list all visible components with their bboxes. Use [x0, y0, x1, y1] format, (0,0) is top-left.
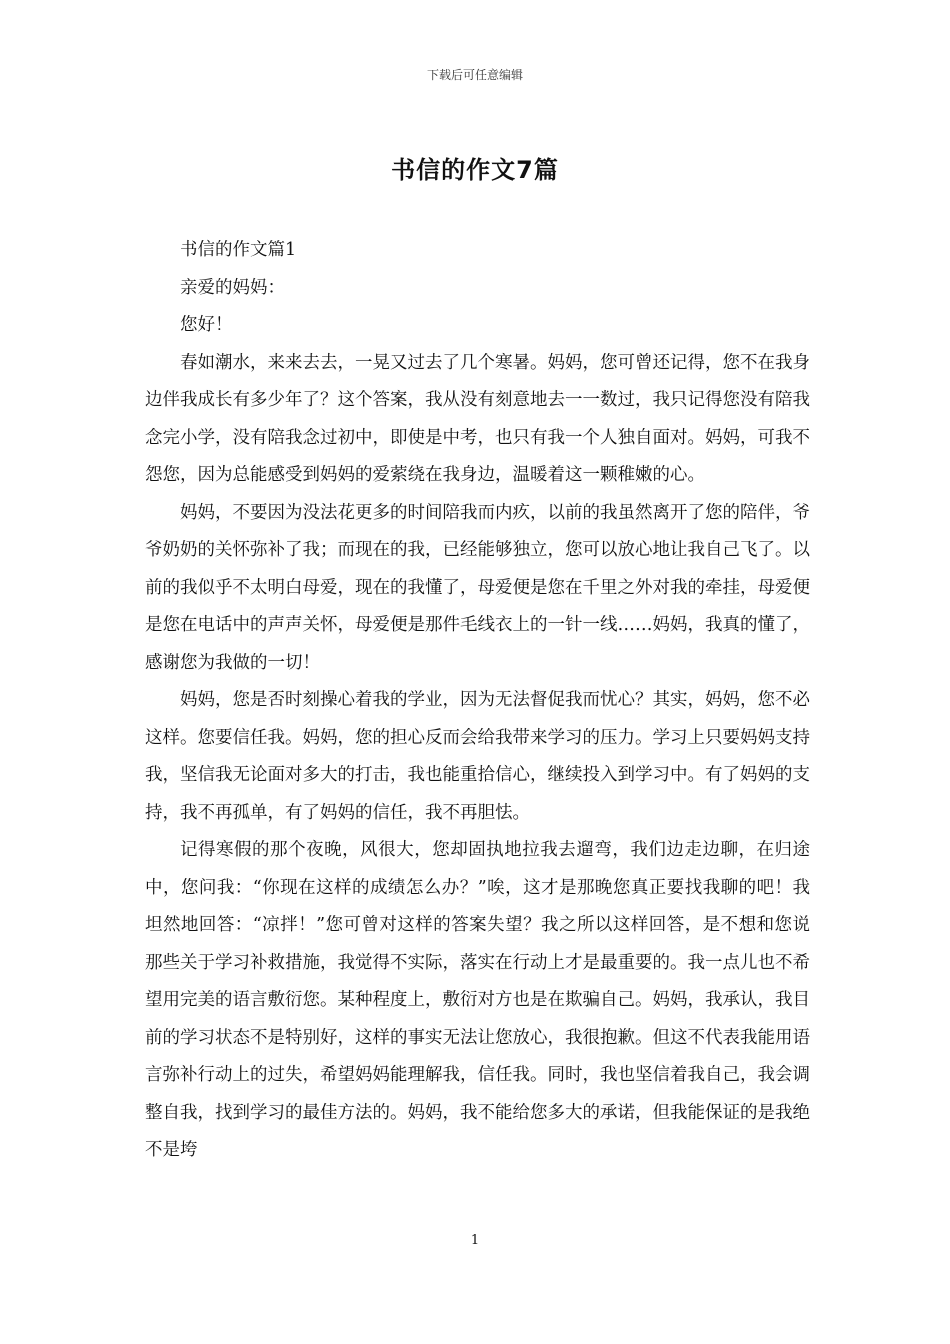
paragraph: 妈妈，不要因为没法花更多的时间陪我而内疚，以前的我虽然离开了您的陪伴，爷爷奶奶的关怀弥补了我；而现在的我，已经能够独立，您可以放心地让我自己飞了。以前的我似乎不太明白母爱，现在的我懂了，母爱便是您在千里之外对我的牵挂，母爱便是您在电话中的声声关怀，母爱便是那件毛线衣上的一针一线……妈妈，我真的懂了，感谢您为我做的一切！ — [145, 502, 810, 673]
document-body — [145, 232, 810, 1170]
paragraph: 春如潮水，来来去去，一晃又过去了几个寒暑。妈妈，您可曾还记得，您不在我身边伴我成长有多少年了？这个答案，我从没有刻意地去一一数过，我只记得您没有陪我念完小学，没有陪我念过初中，即使是中考，也只有我一个人独自面对。妈妈，可我不怨您，因为总能感受到妈妈的爱萦绕在我身边，温暖着这一颗稚嫩的心。 — [145, 352, 810, 485]
paragraph: 妈妈，您是否时刻操心着我的学业，因为无法督促我而忧心？其实，妈妈，您不必这样。您要信任我。妈妈，您的担心反而会给我带来学习的压力。学习上只要妈妈支持我，坚信我无论面对多大的打击，我也能重拾信心，继续投入到学习中。有了妈妈的支持，我不再孤单，有了妈妈的信任，我不再胆怯。 — [145, 690, 810, 823]
greeting: 您好！ — [180, 315, 233, 335]
paragraph: 记得寒假的那个夜晚，风很大，您却固执地拉我去遛弯，我们边走边聊，在归途中，您问我：“你现在这样的成绩怎么办？”唉，这才是那晚您真正要找我聊的吧！我坦然地回答：“凉拌！”您可曾对这样的答案失望？我之所以这样回答，是不想和您说那些关于学习补救措施，我觉得不实际，落实在行动上才是最重要的。我一点儿也不希望用完美的语言敷衍您。某种程度上，敷衍对方也是在欺骗自己。妈妈，我承认，我目前的学习状态不是特别好，这样的事实无法让您放心，我很抱歉。但这不代表我能用语言弥补行动上的过失，希望妈妈能理解我，信任我。同时，我也坚信着我自己，我会调整自我，找到学习的最佳方法的。妈妈，我不能给您多大的承诺，但我能保证的是我绝不是垮 — [145, 840, 810, 1160]
salutation: 亲爱的妈妈： — [180, 277, 285, 298]
header-note: 下载后可任意编辑 — [426, 68, 523, 82]
section-heading: 书信的作文篇1 — [180, 240, 297, 260]
document-title: 书信的作文7篇 — [391, 156, 559, 184]
page-number: 1 — [470, 1233, 480, 1248]
